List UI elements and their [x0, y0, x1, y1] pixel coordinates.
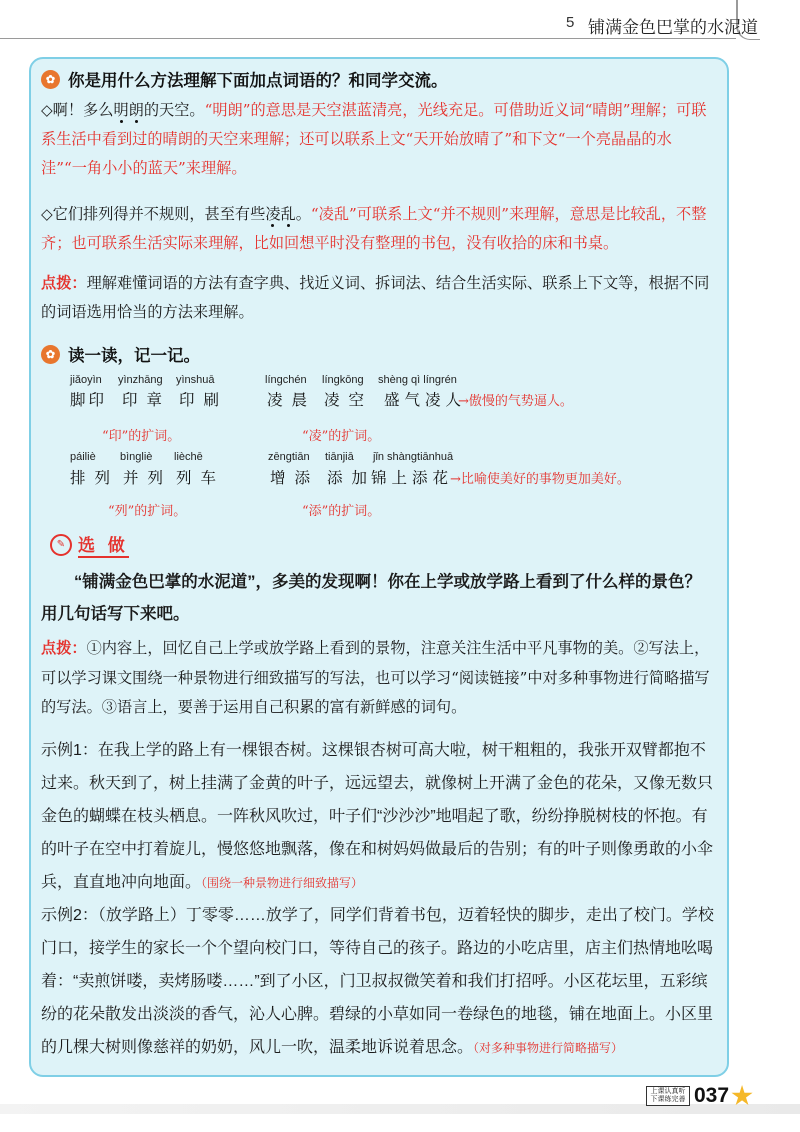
example-2-text: （放学路上）丁零零……放学了，同学们背着书包，迈着轻快的脚步，走出了校门。学校门口，接学生的家长一个个望向校门口，等待自己的孩子。路边的小吃店里，店主们热情地吆喝着：“卖煎饼喽，卖烤肠喽……”到了小区，门卫叔叔微笑着和我们打招呼。小区花坛里，五彩缤纷的花朵散发出淡淡的香气，沁人心脾。碧绿的小草如同一卷绿色的地毯，铺在地面上。小区里的几棵大树则像慈祥的奶奶，风儿一吹，温柔地诉说着思念。 [41, 907, 714, 1056]
example-1 [41, 734, 716, 900]
question-bullet-icon: ✿ [41, 70, 60, 89]
idiom-meaning: →傲慢的气势逼人。 [458, 394, 573, 409]
idiom-meaning: →比喻使美好的事物更加美好。 [450, 472, 630, 487]
vocab-word: 并列 [123, 469, 173, 487]
pinyin: jǐn shàngtiānhuā [373, 451, 454, 463]
vocab-idiom: 盛气凌人 [384, 391, 467, 409]
item-1-sentence-end: 的天空。 [143, 101, 205, 119]
item-1-sentence-start: ◇啊！多么 [41, 101, 114, 119]
vocab-word: 凌空 [324, 391, 374, 409]
item-2-sentence-end: 。 [295, 205, 311, 223]
vocab-word: 列车 [176, 469, 226, 487]
item-2-answer: “凌乱”可联系上文“并不规则”来理解，意思是比较乱，不整齐；也可联系生活实际来理解，比如回想平时没有整理的书包，没有收拾的床和书桌。 [41, 205, 707, 252]
unit-number: 5 [566, 14, 575, 31]
pinyin: língchén [265, 374, 307, 386]
dotted-char: 凌 [265, 205, 281, 223]
footer-slogan: 上课认真听 下课练完善 [646, 1086, 690, 1106]
vocab-word: 添加 [327, 469, 377, 487]
unit-title: 铺满金色巴掌的水泥道 [588, 18, 758, 37]
expansion-note: “列”的扩词。 [108, 504, 187, 519]
pinyin: shèng qì língrén [378, 374, 457, 386]
question-1 [41, 67, 716, 91]
pinyin: yìnshuā [176, 374, 215, 386]
example-2-label: 示例2： [41, 907, 98, 924]
pinyin: páiliè [70, 451, 96, 463]
tip-label: 点拨： [41, 639, 87, 657]
example-2-note: （对多种事物进行简略描写） [473, 1041, 624, 1055]
pinyin: bìngliè [120, 451, 153, 463]
vocab-word: 增添 [270, 469, 320, 487]
dotted-char: 乱 [280, 205, 296, 223]
vocab-word: 印刷 [179, 391, 229, 409]
star-mascot-icon [731, 1085, 753, 1107]
optional-icon: ✎ [50, 534, 72, 556]
tip-label: 点拨： [41, 274, 87, 292]
tip-text: ①内容上，回忆自己上学或放学路上看到的景物，注意关注生活中平凡事物的美。②写法上，可以学习课文围绕一种景物进行细致描写的写法，也可以学习“阅读链接”中对多种事物进行简略描写的写法。③语言上，要善于运用自己积累的富有新鲜感的词句。 [41, 639, 710, 716]
expansion-note: “凌”的扩词。 [302, 429, 381, 444]
pinyin: língkōng [322, 374, 364, 386]
vocab-word: 印章 [122, 391, 172, 409]
question-2-heading: 读一读，记一记。 [68, 347, 200, 365]
expansion-note: “印”的扩词。 [102, 429, 181, 444]
question-1-tip [41, 269, 716, 327]
page-number: 037 [694, 1084, 730, 1107]
pinyin: yìnzhāng [118, 374, 163, 386]
header-rule [0, 38, 736, 39]
vocab-word: 凌晨 [267, 391, 317, 409]
vocab-idiom: 锦上添花 [371, 469, 454, 487]
dotted-char: 明 [113, 101, 129, 119]
tip-text: 理解难懂词语的方法有查字典、找近义词、拆词法、结合生活实际、联系上下文等，根据不同的词语选用恰当的方法来理解。 [41, 274, 710, 321]
pinyin: zēngtiān [268, 451, 310, 463]
expansion-note: “添”的扩词。 [302, 504, 381, 519]
optional-label: 选 做 [78, 531, 129, 558]
example-1-label: 示例1： [41, 742, 98, 759]
page-footer [646, 1084, 753, 1108]
pinyin: tiānjiā [325, 451, 354, 463]
vocab-word: 脚印 [70, 391, 108, 409]
dotted-char: 朗 [128, 101, 144, 119]
pinyin: jiǎoyìn [70, 374, 102, 386]
prompt-text: “铺满金色巴掌的水泥道”，多美的发现啊！你在上学或放学路上看到了什么样的景色？用几句话写下来吧。 [41, 573, 701, 623]
optional-tip [41, 634, 716, 723]
optional-prompt [41, 566, 716, 630]
example-1-text: 在我上学的路上有一棵银杏树。这棵银杏树可高大啦，树干粗粗的，我张开双臂都抱不过来。秋天到了，树上挂满了金黄的叶子，远远望去，就像树上开满了金色的花朵，又像无数只金色的蝴蝶在枝头栖息。一阵秋风吹过，叶子们“沙沙沙”地唱起了歌，纷纷挣脱树枝的怀抱。有的叶子在空中打着旋儿，慢悠悠地飘落，像在和树妈妈做最后的告别；有的叶子则像勇敢的小伞兵，直直地冲向地面。 [41, 742, 714, 891]
vocab-word: 排列 [70, 469, 120, 487]
pinyin: lièchē [174, 451, 203, 463]
example-1-note: （围绕一种景物进行细致描写） [201, 876, 364, 890]
item-1-answer: “明朗”的意思是天空湛蓝清亮，光线充足。可借助近义词“晴朗”理解；可联系生活中看到过的晴朗的天空来理解；还可以联系上文“天开始放晴了”和下文“一个亮晶晶的水洼”“一角小小的蓝天”来理解。 [41, 101, 707, 177]
optional-section-header [50, 531, 129, 558]
question-2 [41, 342, 716, 366]
example-2 [41, 899, 716, 1065]
item-2-sentence-start: ◇它们排列得并不规则，甚至有些 [41, 205, 266, 223]
question-1-item-1 [41, 96, 716, 183]
question-1-item-2 [41, 200, 716, 258]
question-bullet-icon: ✿ [41, 345, 60, 364]
question-1-heading: 你是用什么方法理解下面加点词语的？和同学交流。 [68, 72, 448, 90]
